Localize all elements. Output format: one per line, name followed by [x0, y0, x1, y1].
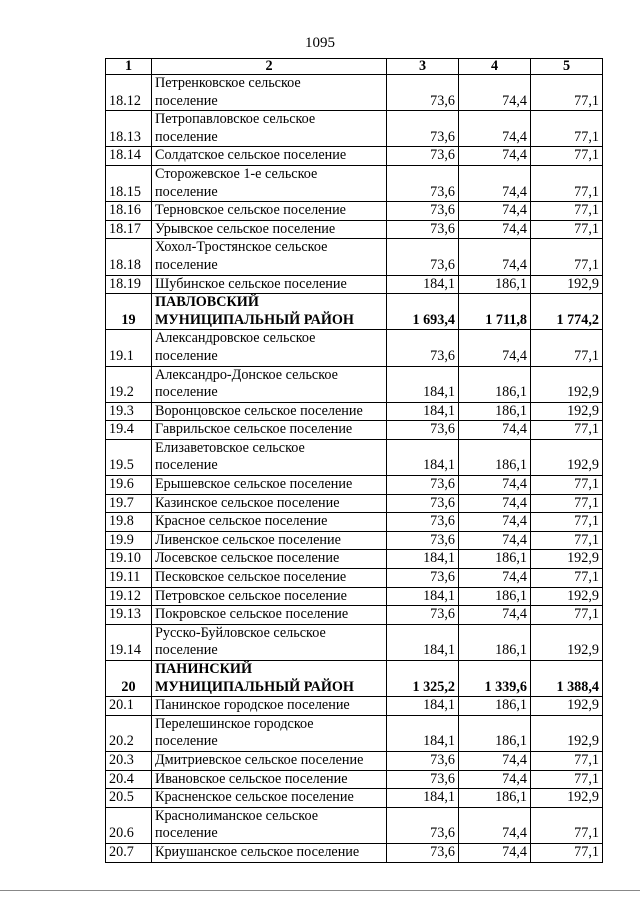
row-code: 20.5	[106, 789, 152, 808]
row-value-v5: 77,1	[531, 147, 603, 166]
row-value-v5: 192,9	[531, 789, 603, 808]
row-value-v5: 192,9	[531, 439, 603, 475]
row-value-v5: 77,1	[531, 606, 603, 625]
row-value-v4: 186,1	[459, 275, 531, 294]
row-value-v3: 184,1	[387, 550, 459, 569]
row-value-v5: 192,9	[531, 550, 603, 569]
row-name-line: Красненское сельское поселение	[155, 789, 354, 806]
row-code: 18.19	[106, 275, 152, 294]
table-row	[106, 789, 603, 808]
row-name	[152, 494, 387, 513]
row-code: 18.16	[106, 202, 152, 221]
row-name-line: Перелешинское городское	[155, 715, 314, 732]
table-row	[106, 697, 603, 716]
row-value-v5: 77,1	[531, 531, 603, 550]
table-row	[106, 330, 603, 366]
row-name-line: Криушанское сельское поселение	[155, 843, 360, 860]
column-header-code: 1	[106, 59, 152, 75]
row-value-v4: 74,4	[459, 770, 531, 789]
table-row	[106, 807, 603, 843]
row-name	[152, 569, 387, 588]
row-name	[152, 624, 387, 660]
table-row	[106, 843, 603, 862]
row-value-v5: 1 774,2	[531, 294, 603, 330]
table-row	[106, 111, 603, 147]
row-name	[152, 661, 387, 697]
row-value-v4: 74,4	[459, 421, 531, 440]
row-code: 19.2	[106, 366, 152, 402]
row-name-line: Елизаветовское сельское	[155, 439, 305, 456]
row-value-v5: 192,9	[531, 624, 603, 660]
row-value-v5: 192,9	[531, 275, 603, 294]
row-name-line: Покровское сельское поселение	[155, 606, 349, 623]
row-name-line: Александро-Донское сельское	[155, 366, 338, 383]
row-name-line: поселение	[155, 183, 218, 200]
row-name-line: поселение	[155, 384, 218, 401]
row-value-v3: 1 693,4	[387, 294, 459, 330]
table-body	[106, 75, 603, 863]
row-name-line: Ерышевское сельское поселение	[155, 476, 353, 493]
row-name	[152, 294, 387, 330]
row-value-v3: 73,6	[387, 239, 459, 275]
row-value-v4: 74,4	[459, 147, 531, 166]
row-value-v3: 73,6	[387, 421, 459, 440]
row-value-v3: 73,6	[387, 330, 459, 366]
row-value-v3: 73,6	[387, 147, 459, 166]
row-value-v3: 73,6	[387, 165, 459, 201]
row-value-v5: 77,1	[531, 770, 603, 789]
row-value-v5: 77,1	[531, 75, 603, 111]
row-name	[152, 402, 387, 421]
row-name-line: Лосевское сельское поселение	[155, 550, 340, 567]
district-row	[106, 661, 603, 697]
row-name	[152, 275, 387, 294]
row-name-line: Казинское сельское поселение	[155, 494, 340, 511]
row-code: 20.1	[106, 697, 152, 716]
table-row	[106, 513, 603, 532]
row-name-line: поселение	[155, 92, 218, 109]
row-value-v3: 73,6	[387, 770, 459, 789]
row-code: 18.17	[106, 220, 152, 239]
row-name-line: поселение	[155, 128, 218, 145]
row-code: 19.12	[106, 587, 152, 606]
row-value-v5: 77,1	[531, 569, 603, 588]
row-name-line: Петропавловское сельское	[155, 111, 316, 128]
row-name	[152, 239, 387, 275]
row-name-line: Петровское сельское поселение	[155, 587, 347, 604]
row-value-v5: 77,1	[531, 202, 603, 221]
row-value-v5: 192,9	[531, 402, 603, 421]
row-code: 19.7	[106, 494, 152, 513]
row-name-line: Воронцовское сельское поселение	[155, 402, 363, 419]
row-value-v5: 192,9	[531, 587, 603, 606]
row-value-v3: 73,6	[387, 75, 459, 111]
row-value-v3: 184,1	[387, 275, 459, 294]
column-header-col3: 3	[387, 59, 459, 75]
row-value-v5: 1 388,4	[531, 661, 603, 697]
row-name	[152, 366, 387, 402]
page-number: 1095	[305, 35, 335, 51]
row-name	[152, 587, 387, 606]
row-value-v5: 77,1	[531, 807, 603, 843]
row-value-v3: 73,6	[387, 202, 459, 221]
table-row	[106, 366, 603, 402]
table-row	[106, 421, 603, 440]
row-name	[152, 147, 387, 166]
row-code: 19.11	[106, 569, 152, 588]
row-name-line: Александровское сельское	[155, 330, 316, 347]
row-code: 19.8	[106, 513, 152, 532]
row-value-v4: 74,4	[459, 330, 531, 366]
row-name-line: МУНИЦИПАЛЬНЫЙ РАЙОН	[155, 311, 354, 328]
table-row	[106, 550, 603, 569]
row-value-v4: 186,1	[459, 550, 531, 569]
table-row	[106, 239, 603, 275]
row-code: 18.15	[106, 165, 152, 201]
row-name	[152, 476, 387, 495]
row-value-v4: 74,4	[459, 843, 531, 862]
row-name-line: Краснолиманское сельское	[155, 807, 319, 824]
table-row	[106, 147, 603, 166]
row-value-v4: 74,4	[459, 807, 531, 843]
row-name	[152, 789, 387, 808]
row-value-v5: 77,1	[531, 330, 603, 366]
row-value-v4: 186,1	[459, 624, 531, 660]
row-name-line: ПАНИНСКИЙ	[155, 661, 252, 677]
table-row	[106, 587, 603, 606]
row-name	[152, 550, 387, 569]
row-name	[152, 330, 387, 366]
row-name-line: Дмитриевское сельское поселение	[155, 751, 364, 768]
row-name-line: Гаврильское сельское поселение	[155, 421, 353, 438]
row-code: 20.2	[106, 715, 152, 751]
table-row	[106, 531, 603, 550]
row-code: 19.4	[106, 421, 152, 440]
row-value-v4: 74,4	[459, 220, 531, 239]
row-name-line: поселение	[155, 825, 218, 842]
row-name	[152, 111, 387, 147]
row-code: 18.12	[106, 75, 152, 111]
row-value-v4: 74,4	[459, 513, 531, 532]
column-header-name: 2	[152, 59, 387, 75]
row-name	[152, 606, 387, 625]
row-value-v3: 184,1	[387, 587, 459, 606]
row-value-v3: 73,6	[387, 569, 459, 588]
row-name-line: Хохол-Тростянское сельское	[155, 239, 328, 256]
row-name	[152, 715, 387, 751]
row-value-v4: 186,1	[459, 789, 531, 808]
row-code: 19.10	[106, 550, 152, 569]
row-value-v3: 73,6	[387, 513, 459, 532]
row-value-v4: 74,4	[459, 751, 531, 770]
row-value-v3: 184,1	[387, 439, 459, 475]
column-header-col5: 5	[531, 59, 603, 75]
row-code: 20.4	[106, 770, 152, 789]
row-name-line: Ивановское сельское поселение	[155, 770, 348, 787]
row-value-v3: 73,6	[387, 843, 459, 862]
row-name	[152, 165, 387, 201]
row-name-line: Песковское сельское поселение	[155, 569, 347, 586]
row-value-v3: 73,6	[387, 807, 459, 843]
row-name	[152, 421, 387, 440]
row-value-v4: 186,1	[459, 715, 531, 751]
table-row	[106, 770, 603, 789]
row-name	[152, 751, 387, 770]
row-value-v5: 77,1	[531, 843, 603, 862]
row-value-v4: 186,1	[459, 587, 531, 606]
row-value-v3: 184,1	[387, 366, 459, 402]
row-name-line: поселение	[155, 642, 218, 659]
row-name	[152, 220, 387, 239]
row-value-v5: 77,1	[531, 751, 603, 770]
row-value-v4: 74,4	[459, 75, 531, 111]
row-code: 19.13	[106, 606, 152, 625]
row-name	[152, 75, 387, 111]
row-name-line: МУНИЦИПАЛЬНЫЙ РАЙОН	[155, 678, 354, 695]
row-value-v4: 74,4	[459, 165, 531, 201]
row-name	[152, 770, 387, 789]
row-value-v5: 77,1	[531, 111, 603, 147]
table-row	[106, 75, 603, 111]
row-value-v3: 73,6	[387, 476, 459, 495]
table-row	[106, 476, 603, 495]
header-row	[106, 59, 603, 75]
row-value-v3: 184,1	[387, 789, 459, 808]
row-value-v3: 73,6	[387, 220, 459, 239]
row-code: 19.3	[106, 402, 152, 421]
row-name-line: поселение	[155, 457, 218, 474]
row-value-v3: 73,6	[387, 494, 459, 513]
row-name-line: ПАВЛОВСКИЙ	[155, 294, 259, 311]
row-code: 18.18	[106, 239, 152, 275]
row-code: 20.6	[106, 807, 152, 843]
row-value-v5: 192,9	[531, 366, 603, 402]
row-name-line: Панинское городское поселение	[155, 697, 350, 714]
row-value-v5: 77,1	[531, 494, 603, 513]
row-value-v5: 77,1	[531, 165, 603, 201]
row-name-line: Сторожевское 1-е сельское	[155, 165, 318, 182]
table-row	[106, 275, 603, 294]
table-row	[106, 165, 603, 201]
row-value-v4: 74,4	[459, 476, 531, 495]
row-code: 19.5	[106, 439, 152, 475]
budget-table	[105, 58, 603, 863]
row-name-line: Русско-Буйловское сельское	[155, 624, 326, 641]
row-name	[152, 807, 387, 843]
row-value-v5: 192,9	[531, 715, 603, 751]
row-name-line: Урывское сельское поселение	[155, 220, 336, 237]
row-value-v5: 77,1	[531, 220, 603, 239]
row-value-v4: 1 339,6	[459, 661, 531, 697]
district-row	[106, 294, 603, 330]
row-value-v4: 74,4	[459, 606, 531, 625]
column-header-col4: 4	[459, 59, 531, 75]
row-name	[152, 513, 387, 532]
row-name-line: Шубинское сельское поселение	[155, 275, 347, 292]
row-code: 18.13	[106, 111, 152, 147]
row-value-v5: 192,9	[531, 697, 603, 716]
table-row	[106, 751, 603, 770]
row-code: 19.14	[106, 624, 152, 660]
table-row	[106, 494, 603, 513]
row-name-line: Солдатское сельское поселение	[155, 147, 347, 164]
row-name	[152, 202, 387, 221]
row-value-v4: 186,1	[459, 697, 531, 716]
row-code: 18.14	[106, 147, 152, 166]
row-name	[152, 439, 387, 475]
row-value-v3: 73,6	[387, 531, 459, 550]
row-code: 19	[106, 294, 152, 330]
row-value-v4: 186,1	[459, 402, 531, 421]
row-value-v3: 73,6	[387, 111, 459, 147]
table-row	[106, 624, 603, 660]
row-value-v5: 77,1	[531, 476, 603, 495]
row-name	[152, 843, 387, 862]
row-code: 19.6	[106, 476, 152, 495]
row-name	[152, 697, 387, 716]
row-value-v5: 77,1	[531, 421, 603, 440]
row-code: 20.7	[106, 843, 152, 862]
row-value-v3: 73,6	[387, 606, 459, 625]
table-row	[106, 202, 603, 221]
row-value-v4: 74,4	[459, 239, 531, 275]
row-value-v3: 184,1	[387, 624, 459, 660]
row-value-v3: 73,6	[387, 751, 459, 770]
page-bottom-divider	[0, 890, 640, 891]
row-value-v3: 184,1	[387, 715, 459, 751]
row-value-v4: 74,4	[459, 111, 531, 147]
row-code: 19.1	[106, 330, 152, 366]
table-row	[106, 220, 603, 239]
row-code: 20.3	[106, 751, 152, 770]
row-value-v4: 74,4	[459, 531, 531, 550]
table-row	[106, 402, 603, 421]
row-name-line: Терновское сельское поселение	[155, 202, 346, 219]
row-value-v4: 74,4	[459, 202, 531, 221]
row-value-v4: 74,4	[459, 494, 531, 513]
row-code: 19.9	[106, 531, 152, 550]
table-row	[106, 569, 603, 588]
table-row	[106, 715, 603, 751]
row-value-v4: 74,4	[459, 569, 531, 588]
row-name-line: Красное сельское поселение	[155, 513, 328, 530]
table-row	[106, 606, 603, 625]
row-value-v3: 1 325,2	[387, 661, 459, 697]
row-value-v3: 184,1	[387, 697, 459, 716]
row-name-line: поселение	[155, 347, 218, 364]
table-row	[106, 439, 603, 475]
row-name-line: Ливенское сельское поселение	[155, 531, 341, 548]
row-name	[152, 531, 387, 550]
row-name-line: поселение	[155, 733, 218, 750]
row-value-v4: 186,1	[459, 439, 531, 475]
row-value-v5: 77,1	[531, 239, 603, 275]
row-value-v4: 1 711,8	[459, 294, 531, 330]
row-code: 20	[106, 661, 152, 697]
row-name-line: Петренковское сельское	[155, 75, 301, 91]
row-name-line: поселение	[155, 256, 218, 273]
row-value-v3: 184,1	[387, 402, 459, 421]
row-value-v4: 186,1	[459, 366, 531, 402]
row-value-v5: 77,1	[531, 513, 603, 532]
